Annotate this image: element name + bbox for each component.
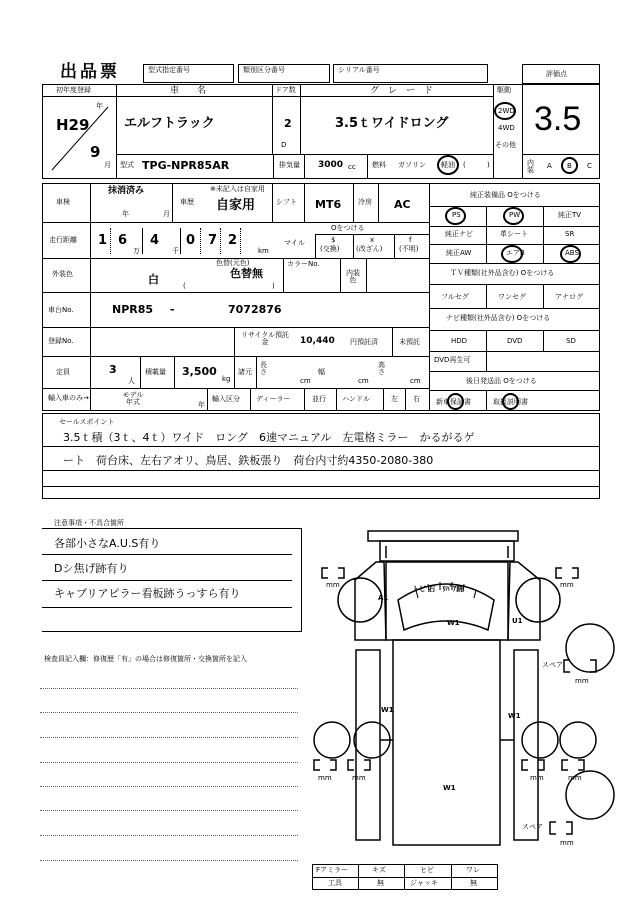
equip-leather: 革シート (500, 230, 528, 238)
mileage-digit-2: 6 (118, 233, 128, 248)
parallel-label: 並行 (312, 395, 326, 403)
dims-label: 諸元 (238, 368, 252, 376)
height-unit: cm (410, 377, 421, 385)
reg-no-label: 登録No. (48, 337, 74, 345)
mm-rear-left-1: mm (318, 774, 332, 782)
legend-header-crack: ヒビ (420, 866, 434, 874)
fuel-paren-open: ( (463, 161, 466, 169)
unknown-label: (不明) (399, 245, 419, 253)
dealer-label: ディーラー (256, 395, 291, 403)
note-item-3: キャブリアピラー看板跡うっすら有り (54, 587, 241, 600)
exchange-mark: $ (331, 236, 336, 244)
import-class-label: 輸入区分 (212, 395, 240, 403)
grade-value: 3.5ｔワイドロング (335, 116, 449, 131)
exterior-color: 白 (148, 273, 159, 286)
score-value: 3.5 (534, 100, 582, 138)
sales-point-label: セールスポイント (59, 418, 115, 426)
width-label: 幅 (318, 368, 325, 376)
model-cert-label: 型式指定番号 (148, 66, 190, 74)
inspection-month: 月 (163, 210, 170, 218)
man-unit: 万 (133, 247, 140, 255)
chassis-label: 車台No. (48, 306, 74, 314)
navi-dvd: DVD (507, 337, 523, 345)
tamper-label: (改ざん) (356, 245, 383, 253)
score-label: 評価点 (546, 70, 567, 78)
inspection-label: 車検 (56, 198, 70, 206)
sales-point-line1: 3.5ｔ積（3ｔ、4ｔ）ワイド ロング 6速マニュアル 左電格ミラー かるがるゲ (63, 431, 475, 444)
mark-w1-right: W1 (508, 712, 521, 720)
year-unit: 年 (96, 102, 103, 110)
inspector-label: 検査員記入欄：修復歴「有」の場合は修復箇所・交換箇所を記入 (44, 655, 247, 663)
load-value: 3,500 (182, 365, 217, 378)
km-unit: km (258, 247, 269, 255)
shift-label: シフト (276, 198, 297, 206)
mileage-digit-4: 0 (186, 233, 196, 248)
legend-value-jack-status: 無 (470, 879, 477, 887)
displacement-unit: cc (348, 163, 356, 171)
sales-point-line2: ート 荷台床、左右アオリ、鳥居、鉄板張り 荷台内寸約4350-2080-380 (63, 454, 434, 467)
drive-label: 駆動 (497, 86, 511, 94)
mm-rear-right-2: mm (568, 774, 582, 782)
vehicle-name: エルフトラック (124, 116, 215, 131)
fuel-gas: ガソリン (398, 161, 426, 169)
doors-label: ドア数 (275, 86, 296, 94)
handle-right: 右 (413, 395, 420, 403)
color-no-label: カラーNo. (287, 260, 320, 268)
equip-airbag: エアB (506, 249, 525, 257)
post-title: 後日発送品 Oをつける (466, 377, 537, 385)
interior-color-label: 内装色 (346, 269, 360, 284)
sen-unit: 千 (172, 247, 179, 255)
recycle-label: リサイクル預託金 (240, 331, 290, 346)
exchange-label: (交換) (320, 245, 340, 253)
tv-analog: アナログ (555, 293, 583, 301)
mm-spare-1: mm (575, 677, 589, 685)
drive-other: その他 (495, 141, 516, 149)
mm-front-left: mm (326, 581, 340, 589)
page-title: 出品票 (60, 62, 120, 82)
notes-label: 注意事項・不具合箇所 (54, 519, 124, 527)
navi-hdd: HDD (451, 337, 468, 345)
equip-tv: 純正TV (558, 211, 582, 219)
equip-sr: SR (565, 230, 575, 238)
inspection-year: 年 (122, 210, 129, 218)
equip-navi: 純正ナビ (445, 230, 473, 238)
shift-value: MT6 (315, 198, 342, 211)
unknown-mark: f (409, 236, 412, 244)
drive-2wd: 2WD (498, 107, 515, 115)
mark-rear-text: トビ 右 ﾘﾊﾞｱ跡 (412, 585, 464, 593)
legend-header-break: ワレ (466, 866, 480, 874)
mile-label: マイル (284, 239, 305, 247)
color-paren-close: ) (272, 282, 275, 290)
handle-left: 左 (391, 395, 398, 403)
serial-label: シリアル番号 (338, 66, 380, 74)
color-change-value: 色替無 (230, 267, 263, 280)
note-item-1: 各部小さなA.U.S有り (54, 537, 161, 550)
mark-w1-rear: W1 (443, 784, 456, 792)
legend-value-tools: 工具 (328, 879, 342, 887)
fuel-label: 燃料 (372, 161, 386, 169)
mm-rear-right-1: mm (530, 774, 544, 782)
load-label: 積載量 (145, 368, 166, 376)
equip-pw: PW (509, 211, 521, 219)
ac-label: 冷房 (358, 198, 372, 206)
interior-c: C (587, 162, 592, 170)
inspection-status: 抹消済み (108, 186, 145, 196)
mark-w1-cab: W1 (447, 619, 460, 627)
grade-label: グ レ ー ド (370, 86, 434, 96)
navi-sd: SD (566, 337, 576, 345)
door-suffix: D (281, 141, 287, 149)
capacity-label: 定員 (56, 368, 70, 376)
displacement-value: 3000 (318, 160, 344, 170)
mileage-digit-1: 1 (98, 233, 108, 248)
history-note: ※未記入は自家用 (210, 185, 265, 193)
first-reg-month: 9 (90, 143, 101, 161)
mark-w1-left: W1 (381, 706, 394, 714)
legend-value-jack: ジャッキ (410, 879, 438, 887)
mm-spare-2: mm (560, 839, 574, 847)
tv-title: ＴＶ種類(社外品含む) Oをつける (450, 269, 555, 277)
type-label: 型式 (120, 161, 134, 169)
color-paren-open: ( (183, 282, 186, 290)
name-label: 車 名 (170, 86, 207, 96)
length-label: 長さ (260, 361, 267, 376)
chassis-number: 7072876 (228, 303, 282, 316)
mileage-digit-5: 7 (208, 233, 218, 248)
first-reg-label: 初年度登録 (56, 86, 91, 94)
capacity-value: 3 (109, 363, 117, 376)
displacement-label: 排気量 (279, 161, 300, 169)
mileage-label: 走行距離 (49, 236, 77, 244)
spare-label-1: スペア (542, 661, 563, 669)
mileage-digit-6: 2 (228, 233, 238, 248)
equip-abs: ABS (565, 249, 579, 257)
width-unit: cm (358, 377, 369, 385)
exterior-label: 外装色 (52, 270, 73, 278)
first-reg-year: H29 (56, 116, 90, 134)
interior-a: A (547, 162, 552, 170)
interior-label: 内装 (527, 159, 534, 174)
fuel-diesel: 軽油 (441, 161, 455, 169)
load-unit: kg (222, 375, 231, 383)
legend-header-mirror: Fアミラー (316, 866, 349, 874)
height-label: 高さ (378, 361, 385, 376)
tv-oneseg: ワンセグ (498, 293, 526, 301)
type-value: TPG-NPR85AR (142, 159, 230, 172)
tamper-mark: x (370, 236, 375, 244)
legend-value-tools-status: 無 (377, 879, 384, 887)
post-warranty: 新車保証書 (436, 398, 471, 406)
circle-note: Oをつける (331, 224, 365, 232)
post-manual: 取扱説明書 (493, 398, 528, 406)
interior-b: B (567, 162, 572, 170)
mark-u1: U1 (512, 617, 523, 625)
fuel-paren-close: ) (487, 161, 490, 169)
capacity-unit: 人 (128, 377, 135, 385)
drive-4wd: 4WD (498, 124, 515, 132)
navi-title: ナビ種類(社外品含む) Oをつける (446, 314, 551, 322)
equipment-title: 純正装備品 Oをつける (470, 191, 541, 199)
chassis-prefix: NPR85 (112, 303, 154, 316)
doors-value: 2 (284, 117, 292, 130)
mileage-digit-3: 4 (150, 233, 160, 248)
equip-ps: PS (452, 211, 461, 219)
equip-aw: 純正AW (446, 249, 472, 257)
recycle-unpaid: 未預託 (399, 338, 420, 346)
history-label: 車歴 (180, 198, 194, 206)
length-unit: cm (300, 377, 311, 385)
mm-rear-left-2: mm (352, 774, 366, 782)
ac-value: AC (394, 198, 411, 211)
note-item-2: Dシ焦げ跡有り (54, 562, 129, 575)
import-label: 輸入車のみ→ (48, 394, 89, 402)
recycle-amount: 10,440 (300, 336, 335, 346)
handle-label: ハンドル (342, 395, 370, 403)
model-year-label: モデル年式 (122, 391, 144, 406)
chassis-dash: - (170, 303, 175, 316)
mark-a1: A1 (378, 594, 389, 602)
tv-fullseg: フルセグ (441, 293, 469, 301)
recycle-paid: 円預託済 (350, 338, 378, 346)
import-year-unit: 年 (198, 401, 205, 409)
color-change-label: 色替(元色) (216, 259, 250, 267)
month-unit: 月 (104, 161, 111, 169)
class-label: 類別区分番号 (243, 66, 285, 74)
dvd-play-label: DVD再生可 (434, 356, 471, 364)
mm-front-right: mm (560, 581, 574, 589)
legend-header-scratch: キズ (372, 866, 386, 874)
spare-label-2: スペア (522, 823, 543, 831)
history-value: 自家用 (216, 198, 256, 213)
